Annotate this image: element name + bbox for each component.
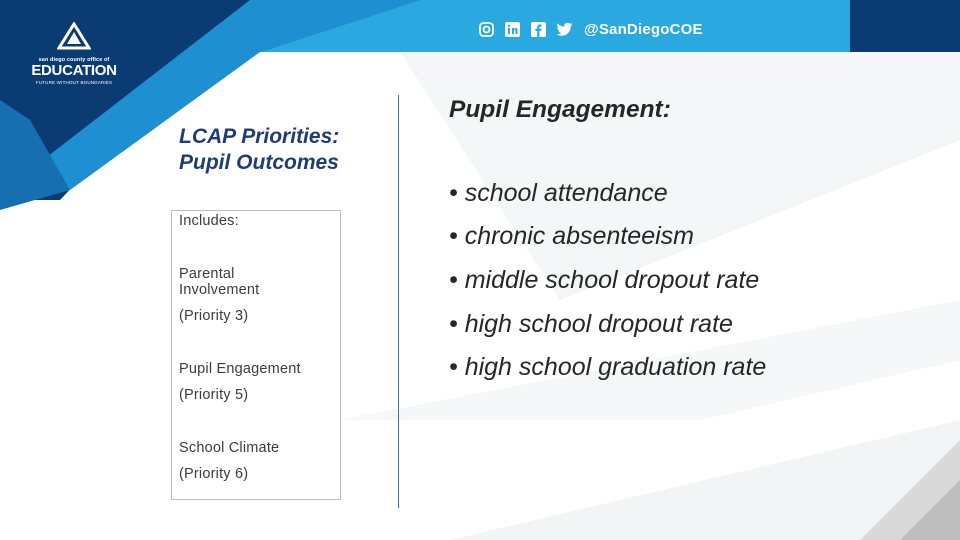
left-title-line-2: Pupil Outcomes	[179, 151, 339, 174]
bullet-high-school-graduation: • high school graduation rate	[449, 353, 767, 381]
box-item-parental: Parental	[179, 266, 235, 282]
facet-1	[400, 52, 960, 300]
left-title-line-1: LCAP Priorities:	[179, 125, 340, 148]
social-handle[interactable]: @SanDiegoCOE	[584, 20, 703, 38]
left-title	[179, 124, 409, 176]
box-item-involvement: Involvement	[179, 282, 260, 298]
includes-label: Includes:	[179, 213, 239, 229]
box-item-pupil-engagement: Pupil Engagement	[179, 361, 301, 377]
box-item-priority-6: (Priority 6)	[179, 466, 249, 482]
logo-triangle-icon	[57, 22, 91, 50]
includes-box	[171, 210, 341, 500]
social-bar	[478, 18, 703, 40]
bullet-school-attendance: • school attendance	[449, 179, 668, 207]
linkedin-icon[interactable]	[504, 21, 521, 38]
logo-line-2: EDUCATION	[31, 62, 117, 79]
sdcoe-logo	[24, 22, 124, 85]
logo-tagline: FUTURE WITHOUT BOUNDARIES	[35, 80, 113, 85]
bullet-chronic-absenteeism: • chronic absenteeism	[449, 222, 694, 250]
twitter-icon[interactable]	[556, 21, 573, 38]
engagement-title: Pupil Engagement:	[449, 96, 671, 123]
logo-line-1: san diego county office of	[38, 57, 110, 63]
instagram-icon[interactable]	[478, 21, 495, 38]
box-item-school-climate: School Climate	[179, 440, 280, 456]
box-item-priority-3: (Priority 3)	[179, 308, 249, 324]
bullet-high-school-dropout: • high school dropout rate	[449, 310, 733, 338]
bullet-middle-school-dropout: • middle school dropout rate	[449, 266, 760, 294]
facebook-icon[interactable]	[530, 21, 547, 38]
box-item-priority-5: (Priority 5)	[179, 387, 249, 403]
vertical-divider	[398, 95, 399, 508]
